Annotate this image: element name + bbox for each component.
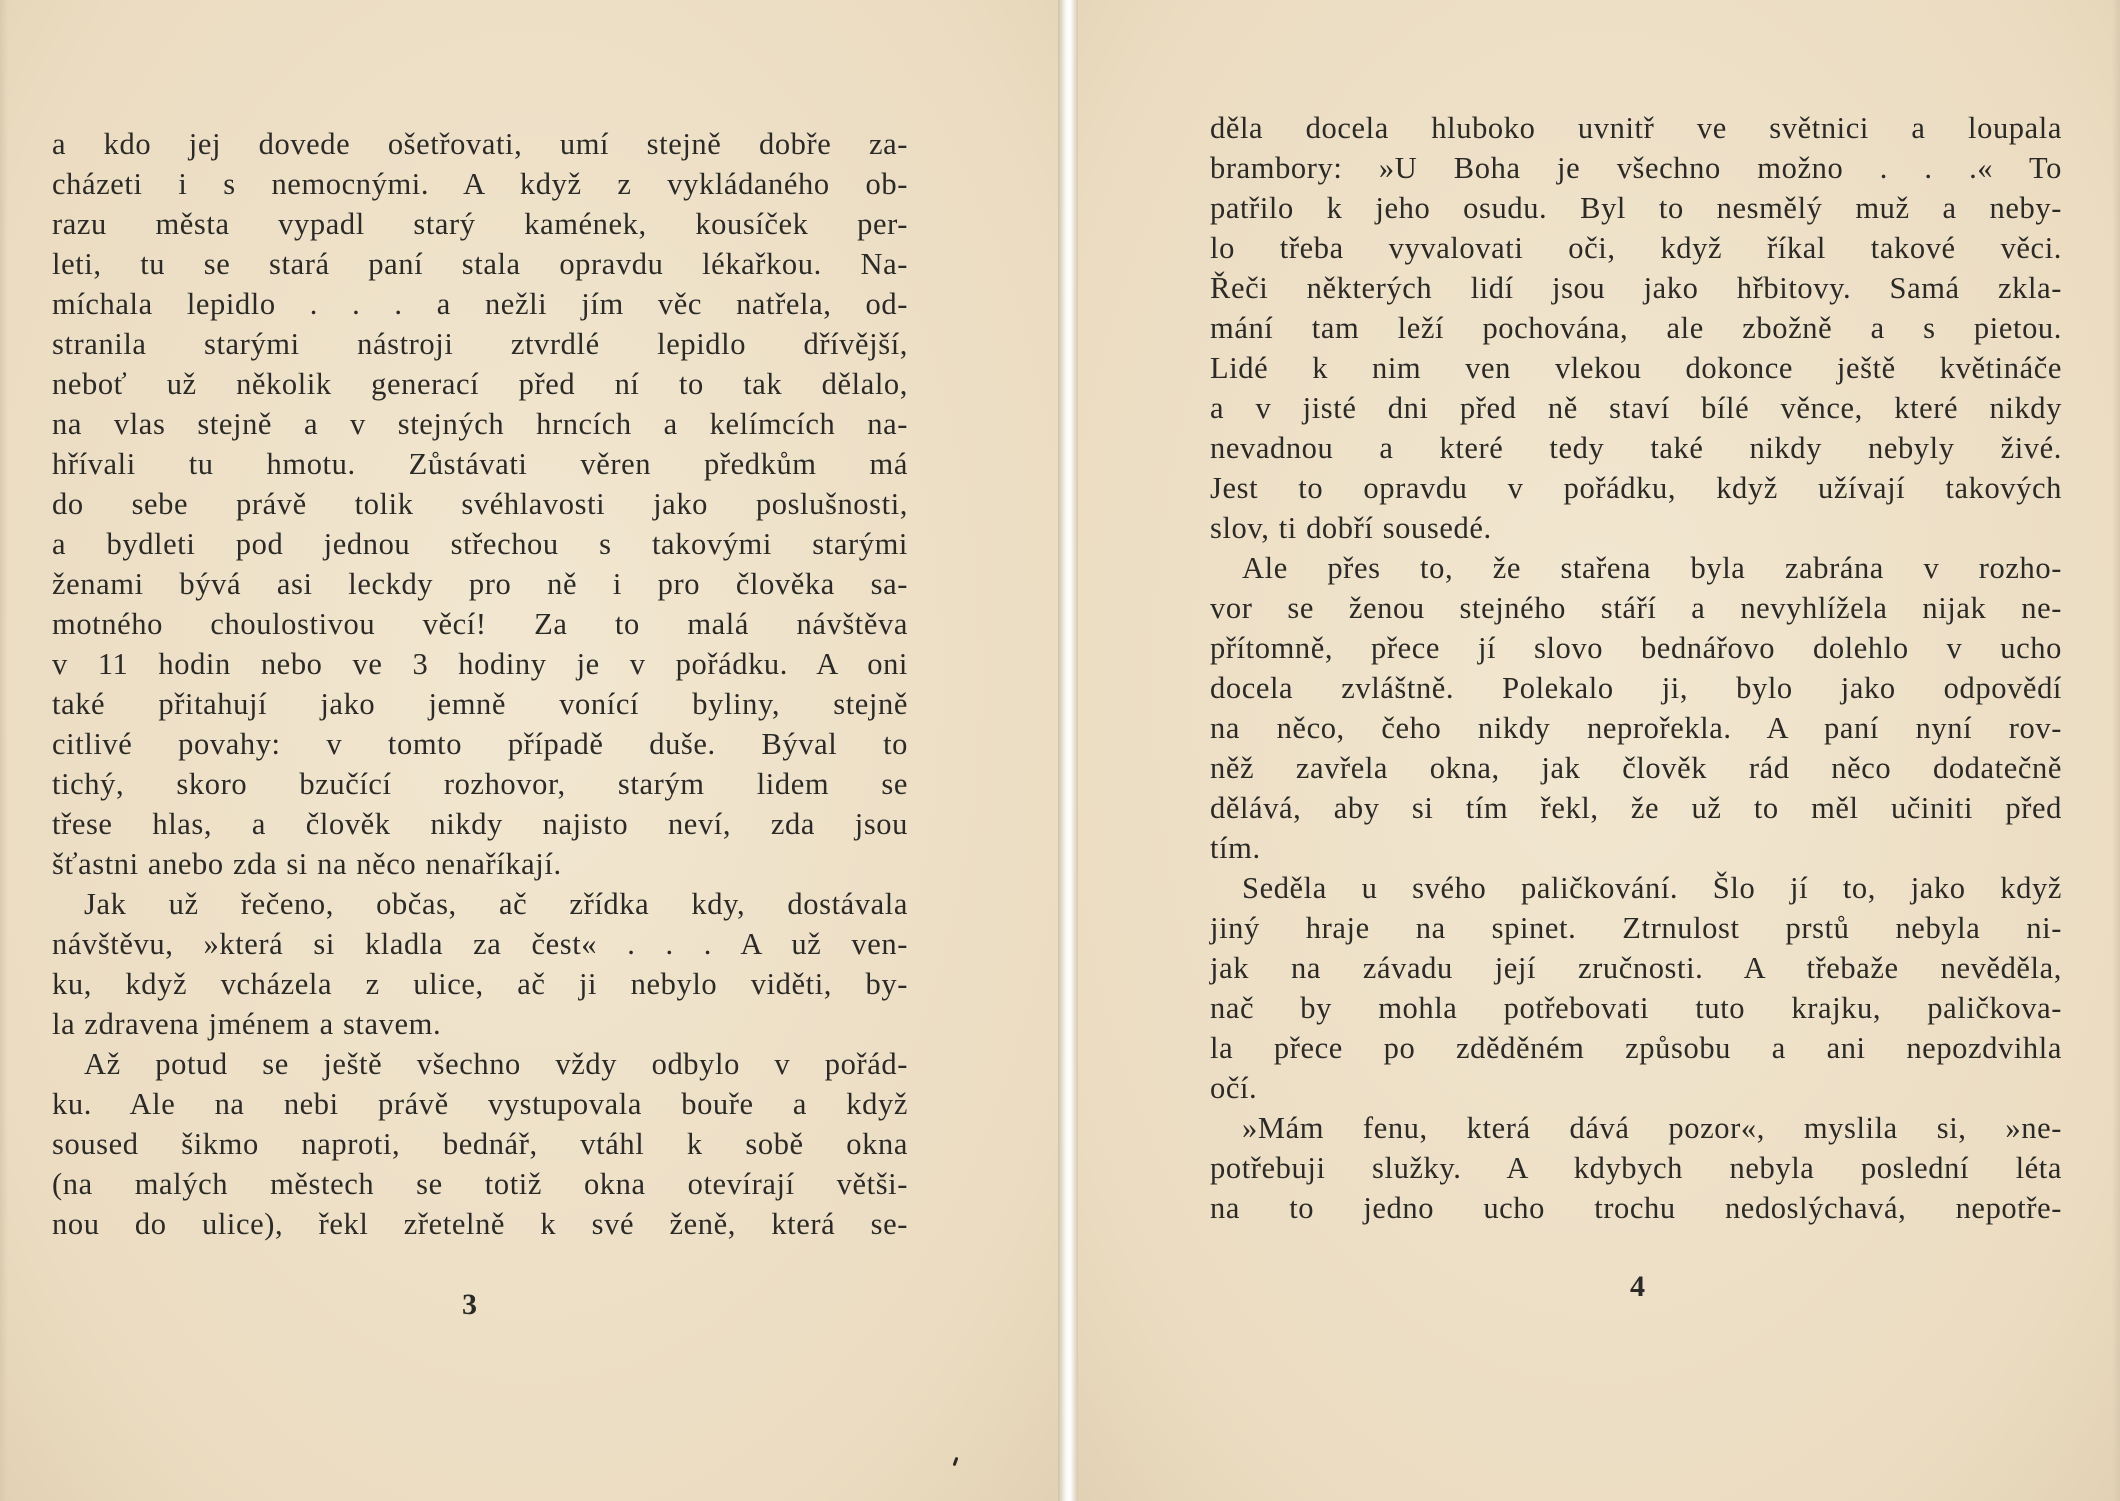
- text-line: (na malých městech se totiž okna otevírají větši-: [52, 1167, 908, 1201]
- text-line: la přece po zděděném způsobu a ani nepozdvihla: [1210, 1031, 2062, 1065]
- text-line: leti, tu se stará paní stala opravdu lékařkou. Na-: [52, 247, 908, 281]
- page-edge-shadow: [0, 0, 8, 1501]
- text-line: přítomně, přece jí slovo bednářovo dolehlo v ucho: [1210, 631, 2062, 665]
- text-line: ku. Ale na nebi právě vystupovala bouře a když: [52, 1087, 908, 1121]
- text-line: nač by mohla potřebovati tuto krajku, paličkova-: [1210, 991, 2062, 1025]
- text-line: vor se ženou stejného stáří a nevyhlížela nijak ne-: [1210, 591, 2062, 625]
- text-line: soused šikmo naproti, bednář, vtáhl k sobě okna: [52, 1127, 908, 1161]
- page-edge-shadow: [2112, 0, 2120, 1501]
- text-line: mání tam leží pochována, ale zbožně a s pietou.: [1210, 311, 2062, 345]
- left-page: [0, 0, 1058, 1501]
- text-line: cházeti i s nemocnými. A když z vykládaného ob-: [52, 167, 908, 201]
- right-page-text: [1210, 108, 2062, 1228]
- text-line: tím.: [1210, 831, 1261, 865]
- text-line: a v jisté dni před ně staví bílé věnce, které nikdy: [1210, 391, 2062, 425]
- text-line: Řeči některých lidí jsou jako hřbitovy. Samá zkla-: [1210, 271, 2062, 305]
- text-line: stranila starými nástroji ztvrdlé lepidlo dřívější,: [52, 327, 908, 361]
- text-line: něž zavřela okna, jak člověk rád něco dodatečně: [1210, 751, 2062, 785]
- text-line: děla docela hluboko uvnitř ve světnici a loupala: [1210, 111, 2062, 145]
- text-line: Jest to opravdu v pořádku, když užívají takových: [1210, 471, 2062, 505]
- page-number: 3: [462, 1288, 477, 1321]
- text-line: do sebe právě tolik svéhlavosti jako poslušnosti,: [52, 487, 908, 521]
- text-line: na něco, čeho nikdy neprořekla. A paní nyní rov-: [1210, 711, 2062, 745]
- text-line: razu města vypadl starý kamének, kousíček per-: [52, 207, 908, 241]
- text-line: a kdo jej dovede ošetřovati, umí stejně dobře za-: [52, 127, 908, 161]
- text-line: na to jedno ucho trochu nedoslýchavá, nepotře-: [1210, 1191, 2062, 1225]
- text-line: ženami bývá asi leckdy pro ně i pro člověka sa-: [52, 567, 908, 601]
- text-line: jak na závadu její zručnosti. A třebaže nevěděla,: [1210, 951, 2062, 985]
- text-line: dělává, aby si tím řekl, že už to měl učiniti před: [1210, 791, 2062, 825]
- text-line: tichý, skoro bzučící rozhovor, starým lidem se: [52, 767, 908, 801]
- text-line: potřebuji služky. A kdybych nebyla poslední léta: [1210, 1151, 2062, 1185]
- right-page: [1078, 0, 2120, 1501]
- text-line: ku, když vcházela z ulice, ač ji nebylo viděti, by-: [52, 967, 908, 1001]
- book-gutter: [1058, 0, 1078, 1501]
- text-line: a bydleti pod jednou střechou s takovými starými: [52, 527, 908, 561]
- text-line: na vlas stejně a v stejných hrncích a kelímcích na-: [52, 407, 908, 441]
- text-line: nevadnou a které tedy také nikdy nebyly živé.: [1210, 431, 2062, 465]
- text-line: neboť už několik generací před ní to tak dělalo,: [52, 367, 908, 401]
- text-line: očí.: [1210, 1071, 1258, 1105]
- text-line: hřívali tu hmotu. Zůstávati věren předkům má: [52, 447, 908, 481]
- page-number: 4: [1630, 1270, 1645, 1303]
- text-line: jiný hraje na spinet. Ztrnulost prstů nebyla ni-: [1210, 911, 2062, 945]
- text-line: docela zvláštně. Polekalo ji, bylo jako odpovědí: [1210, 671, 2062, 705]
- text-line: třese hlas, a člověk nikdy najisto neví, zda jsou: [52, 807, 908, 841]
- text-line: Seděla u svého paličkování. Šlo jí to, jako když: [1242, 871, 2062, 905]
- text-line: také přitahují jako jemně vonící byliny, stejně: [52, 687, 908, 721]
- text-line: nou do ulice), řekl zřetelně k své ženě, která se-: [52, 1207, 908, 1241]
- text-line: Až potud se ještě všechno vždy odbylo v pořád-: [84, 1047, 908, 1081]
- text-line: Ale přes to, že stařena byla zabrána v rozho-: [1242, 551, 2062, 585]
- text-line: míchala lepidlo . . . a nežli jím věc natřela, od-: [52, 287, 908, 321]
- text-line: Lidé k nim ven vlekou dokonce ještě květináče: [1210, 351, 2062, 385]
- text-line: citlivé povahy: v tomto případě duše. Býval to: [52, 727, 908, 761]
- left-page-text: [52, 124, 908, 1244]
- text-line: »Mám fenu, která dává pozor«, myslila si, »ne-: [1242, 1111, 2062, 1145]
- text-line: Jak už řečeno, občas, ač zřídka kdy, dostávala: [84, 887, 908, 921]
- text-line: slov, ti dobří sousedé.: [1210, 511, 1492, 545]
- text-line: motného choulostivou věcí! Za to malá návštěva: [52, 607, 908, 641]
- text-line: brambory: »U Boha je všechno možno . . .« To: [1210, 151, 2062, 185]
- text-line: v 11 hodin nebo ve 3 hodiny je v pořádku. A oni: [52, 647, 908, 681]
- text-line: patřilo k jeho osudu. Byl to nesmělý muž a neby-: [1210, 191, 2062, 225]
- text-line: lo třeba vyvalovati oči, když říkal takové věci.: [1210, 231, 2062, 265]
- text-line: la zdravena jménem a stavem.: [52, 1007, 442, 1041]
- ink-speck: [953, 1457, 959, 1466]
- text-line: šťastni anebo zda si na něco nenaříkají.: [52, 847, 562, 881]
- text-line: návštěvu, »která si kladla za čest« . . . A už ven-: [52, 927, 908, 961]
